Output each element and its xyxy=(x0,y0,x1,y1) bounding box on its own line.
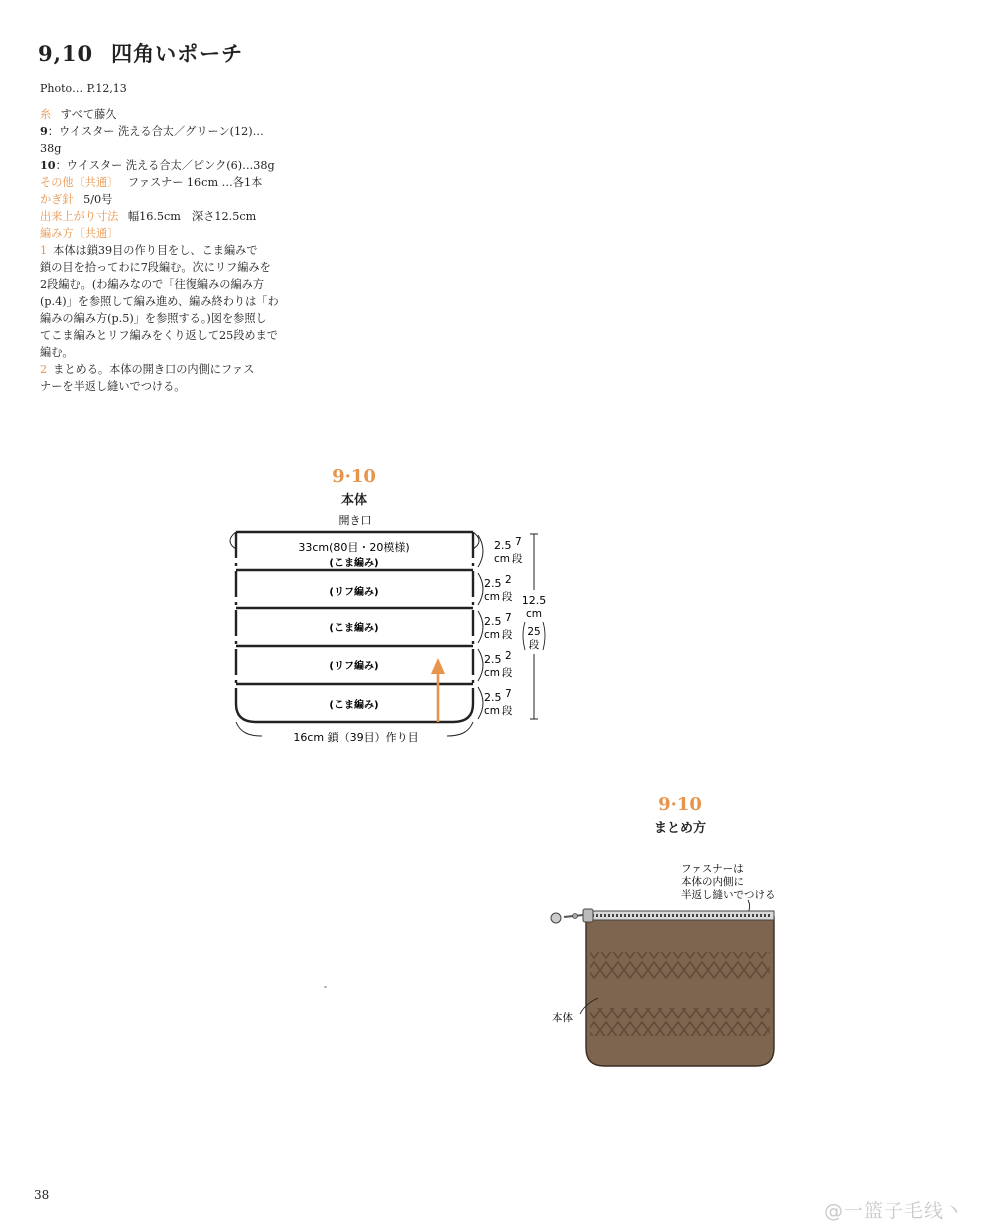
row-label-4: (リフ編み) xyxy=(329,661,379,672)
svg-text:段: 段 xyxy=(528,639,540,651)
pouch-pattern-band-2 xyxy=(590,1008,770,1036)
body-label: 本体 xyxy=(552,1012,573,1024)
svg-text:2.5: 2.5 xyxy=(484,653,502,666)
size-label: 出来上がり寸法 xyxy=(40,210,119,223)
svg-text:段: 段 xyxy=(512,553,523,565)
title-number: 9,10 xyxy=(38,41,94,66)
step1-line-6: 編む。 xyxy=(40,346,74,359)
step1-line-1: 鎖の目を拾ってわに7段編む。次にリフ編みを xyxy=(40,261,271,274)
svg-text:12.5: 12.5 xyxy=(521,594,547,607)
hook-label: かぎ針 xyxy=(40,193,74,206)
row-label-5: (こま編み) xyxy=(329,700,379,711)
svg-text:25: 25 xyxy=(527,626,541,638)
step1-number: 1 xyxy=(40,244,48,257)
yarn-label: 糸 xyxy=(40,108,52,121)
svg-text:2.5: 2.5 xyxy=(484,615,502,628)
step2-line-0: 2 まとめる。本体の開き口の内側にファス xyxy=(40,363,255,376)
svg-text:段: 段 xyxy=(502,705,513,717)
body-diagram-title: 本体 xyxy=(340,493,367,508)
svg-text:2.5: 2.5 xyxy=(494,539,512,552)
svg-text:cm: cm xyxy=(525,608,543,620)
svg-text:2.5: 2.5 xyxy=(484,577,502,590)
pouch-pattern-band-1 xyxy=(590,952,770,980)
hook-value: 5/0号 xyxy=(83,193,113,206)
photo-reference: Photo… P.12,13 xyxy=(40,82,127,95)
row-label-1: (こま編み) xyxy=(329,558,379,569)
step1-line-5: てこま編みとリフ編みをくり返して25段めまで xyxy=(40,329,278,342)
row-label-2: (リフ編み) xyxy=(329,587,379,598)
svg-text:cm: cm xyxy=(484,667,501,679)
size-value: 幅16.5cm 深さ12.5cm xyxy=(127,210,257,223)
pouch-body xyxy=(586,917,774,1066)
svg-text:7: 7 xyxy=(515,536,522,548)
page-number: 38 xyxy=(34,1188,50,1202)
step1-line-4: 編みの編み方(p.5)」を参照する。)図を参照し xyxy=(40,312,267,325)
step1-line-2: 2段編む。(わ編みなので「往復編みの編み方 xyxy=(40,278,265,291)
svg-text:段: 段 xyxy=(502,667,513,679)
svg-text:cm: cm xyxy=(484,629,501,641)
watermark: @一篮子毛线丶 xyxy=(823,1200,964,1222)
yarn10-number: 10 xyxy=(40,158,56,172)
svg-text:cm: cm xyxy=(494,553,511,565)
zipper-note-line-3: 半返し縫いでつける xyxy=(681,889,776,901)
svg-text:段: 段 xyxy=(502,629,513,641)
step1-line-3: (p.4)」を参照して編み進め、編み終わりは「わ xyxy=(40,295,279,308)
yarn9-continued: 38g xyxy=(40,142,62,155)
svg-text:cm: cm xyxy=(484,705,501,717)
title-text: 四角いポーチ xyxy=(111,41,244,66)
svg-text:7: 7 xyxy=(505,612,512,624)
zipper-pull-bead xyxy=(551,913,561,923)
svg-text:2.5: 2.5 xyxy=(484,691,502,704)
yarn9-text: ：ウイスター 洗える合太／グリーン(12)… xyxy=(47,125,264,138)
zipper-note-line-2: 本体の内側に xyxy=(681,876,744,888)
svg-text:7: 7 xyxy=(505,688,512,700)
scan-speck xyxy=(324,986,327,988)
other-label: その他〔共通〕 xyxy=(40,176,119,189)
top-width-label: 33cm(80目・20模様) xyxy=(298,541,410,554)
zipper-note-line-1: ファスナーは xyxy=(681,863,744,875)
zipper-slider xyxy=(583,909,593,922)
body-diagram-number: 9·10 xyxy=(332,466,376,487)
step2-number: 2 xyxy=(40,363,48,376)
bottom-width-label: 16cm 鎖（39目）作り目 xyxy=(293,731,419,744)
finishing-diagram-number: 9·10 xyxy=(658,794,702,815)
method-label: 編み方〔共通〕 xyxy=(40,227,119,240)
svg-text:cm: cm xyxy=(484,591,501,603)
yarn-value: すべて藤久 xyxy=(60,108,117,121)
step1-line-0: 1 本体は鎖39目の作り目をし、こま編みで xyxy=(40,244,258,257)
svg-text:2: 2 xyxy=(505,650,512,662)
step2-line-1: ナーを半返し縫いでつける。 xyxy=(40,380,186,393)
opening-label: 開き口 xyxy=(338,514,372,527)
row-label-3: (こま編み) xyxy=(329,623,379,634)
other-value: ファスナー 16cm …各1本 xyxy=(127,176,263,189)
yarn10-text: ：ウイスター 洗える合太／ピンク(6)…38g xyxy=(55,159,275,172)
finishing-diagram-title: まとめ方 xyxy=(653,821,706,836)
svg-text:段: 段 xyxy=(502,591,513,603)
yarn9-number: 9 xyxy=(40,124,48,138)
svg-text:2: 2 xyxy=(505,574,512,586)
